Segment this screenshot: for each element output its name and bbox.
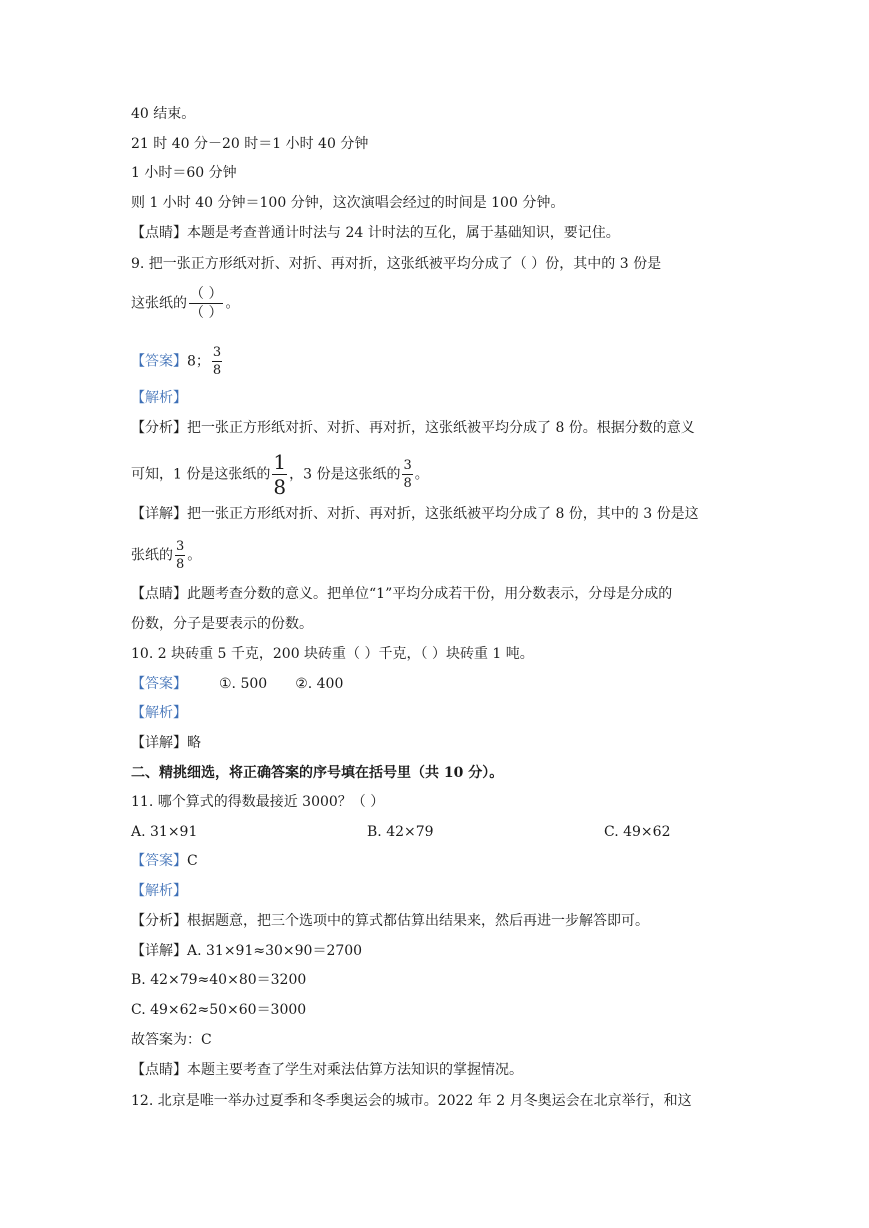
q11-line-c: C. 49×62≈50×60＝3000 <box>131 1002 307 1018</box>
dianjing-text: 本题主要考查了学生对乘法估算方法知识的掌握情况。 <box>187 1062 523 1078</box>
analysis-tag: 【解析】 <box>131 883 187 899</box>
q9-dianjing-line2: 份数，分子是要表示的份数。 <box>131 616 313 632</box>
answer-2: ②. 400 <box>295 676 344 692</box>
xiangjie2-pre: 张纸的 <box>131 547 173 564</box>
fraction-one-eighth <box>272 452 287 497</box>
dianjing-tag: 【点睛】 <box>131 225 187 241</box>
text-line: 1 小时＝60 分钟 <box>131 165 237 181</box>
fraction-bar <box>175 555 185 556</box>
xiangjie-text: 略 <box>187 735 201 751</box>
option-a: A. 31×91 <box>131 824 198 840</box>
fraction-bar <box>212 361 222 362</box>
option-c: C. 49×62 <box>604 824 671 840</box>
q9-stem: 9. 把一张正方形纸对折、对折、再对折，这张纸被平均分成了（ ）份，其中的 3 份是 <box>131 256 662 272</box>
answer-text: 8； <box>187 353 210 370</box>
q9-fenxi-line2 <box>131 452 429 497</box>
text-line: 则 1 小时 40 分钟＝100 分钟，这次演唱会经过的时间是 100 分钟。 <box>131 195 565 211</box>
answer-fraction <box>212 346 222 377</box>
blank-numerator: （ ） <box>190 286 223 302</box>
fraction-three-eighths <box>175 540 185 571</box>
xiangjie2-post: 。 <box>187 547 202 564</box>
q11-line-b: B. 42×79≈40×80＝3200 <box>131 972 307 988</box>
fraction-bar <box>402 474 412 475</box>
q9-dianjing <box>131 584 672 604</box>
xiangjie-text: A. 31×91≈30×90＝2700 <box>187 943 363 959</box>
answer-1: ①. 500 <box>219 676 268 692</box>
q9-fenxi <box>131 418 695 438</box>
blank-denominator: （ ） <box>190 305 223 321</box>
analysis-tag: 【解析】 <box>131 705 187 721</box>
q11-fenxi <box>131 911 649 931</box>
xiangjie-tag: 【详解】 <box>131 506 187 522</box>
fenxi-text: 把一张正方形纸对折、对折、再对折，这张纸被平均分成了 8 份。根据分数的意义 <box>187 420 695 436</box>
fenxi-tag: 【分析】 <box>131 913 187 929</box>
fenxi-tag: 【分析】 <box>131 420 187 436</box>
q11-conclusion: 故答案为：C <box>131 1032 212 1048</box>
fraction-numerator: 3 <box>403 458 412 473</box>
q10-answer <box>131 674 343 694</box>
analysis-tag: 【解析】 <box>131 390 187 406</box>
xiangjie-tag: 【详解】 <box>131 943 187 959</box>
blank-fraction <box>189 287 223 320</box>
fraction-denominator: 8 <box>403 476 412 491</box>
fraction-bar <box>189 303 223 304</box>
q11-answer <box>131 851 198 871</box>
answer-tag: 【答案】 <box>131 353 187 370</box>
fraction-denominator: 8 <box>212 363 222 378</box>
xiangjie-tag: 【详解】 <box>131 735 187 751</box>
dianjing-text: 此题考查分数的意义。把单位“1”平均分成若干份，用分数表示，分母是分成的 <box>187 586 673 602</box>
text-line: 21 时 40 分－20 时＝1 小时 40 分钟 <box>131 136 369 152</box>
option-b: B. 42×79 <box>367 824 434 840</box>
xiangjie-text: 把一张正方形纸对折、对折、再对折，这张纸被平均分成了 8 份，其中的 3 份是这 <box>187 506 699 522</box>
q9-stem-line2 <box>131 287 239 320</box>
fenxi2-mid: ，3 份是这张纸的 <box>289 466 401 483</box>
fraction-numerator: 1 <box>273 450 287 474</box>
q11-xiangjie <box>131 941 362 961</box>
q11-dianjing <box>131 1060 523 1080</box>
fenxi2-pre: 可知，1 份是这张纸的 <box>131 466 271 483</box>
answer-tag: 【答案】 <box>131 853 187 869</box>
fraction-three-eighths <box>402 459 412 490</box>
fenxi2-post: 。 <box>414 466 429 483</box>
answer-text: C <box>187 853 198 869</box>
fenxi-text: 根据题意，把三个选项中的算式都估算出结果来，然后再进一步解答即可。 <box>187 913 649 929</box>
text-line: 40 结束。 <box>131 106 196 122</box>
q9-answer <box>131 346 224 377</box>
q10-xiangjie <box>131 733 201 753</box>
fraction-denominator: 8 <box>273 475 287 499</box>
dianjing-tag: 【点睛】 <box>131 1062 187 1078</box>
q9-stem2-pre: 这张纸的 <box>131 295 187 312</box>
q11-stem: 11. 哪个算式的得数最接近 3000？（ ） <box>131 794 385 810</box>
q10-stem: 10. 2 块砖重 5 千克，200 块砖重（ ）千克，（ ）块砖重 1 吨。 <box>131 646 534 662</box>
fraction-numerator: 3 <box>212 345 222 360</box>
text-line <box>131 223 620 243</box>
q9-xiangjie <box>131 504 699 524</box>
q9-stem2-post: 。 <box>225 295 240 312</box>
answer-tag: 【答案】 <box>131 676 187 692</box>
fraction-denominator: 8 <box>176 557 185 572</box>
q9-xiangjie-line2 <box>131 540 201 571</box>
q12-stem: 12. 北京是唯一举办过夏季和冬季奥运会的城市。2022 年 2 月冬奥运会在北京举行，和这 <box>131 1093 692 1109</box>
dianjing-text: 本题是考查普通计时法与 24 计时法的互化，属于基础知识，要记住。 <box>187 225 620 241</box>
fraction-numerator: 3 <box>176 539 185 554</box>
section-title: 二、精挑细选，将正确答案的序号填在括号里（共 10 分）。 <box>131 765 504 781</box>
dianjing-tag: 【点睛】 <box>131 586 187 602</box>
